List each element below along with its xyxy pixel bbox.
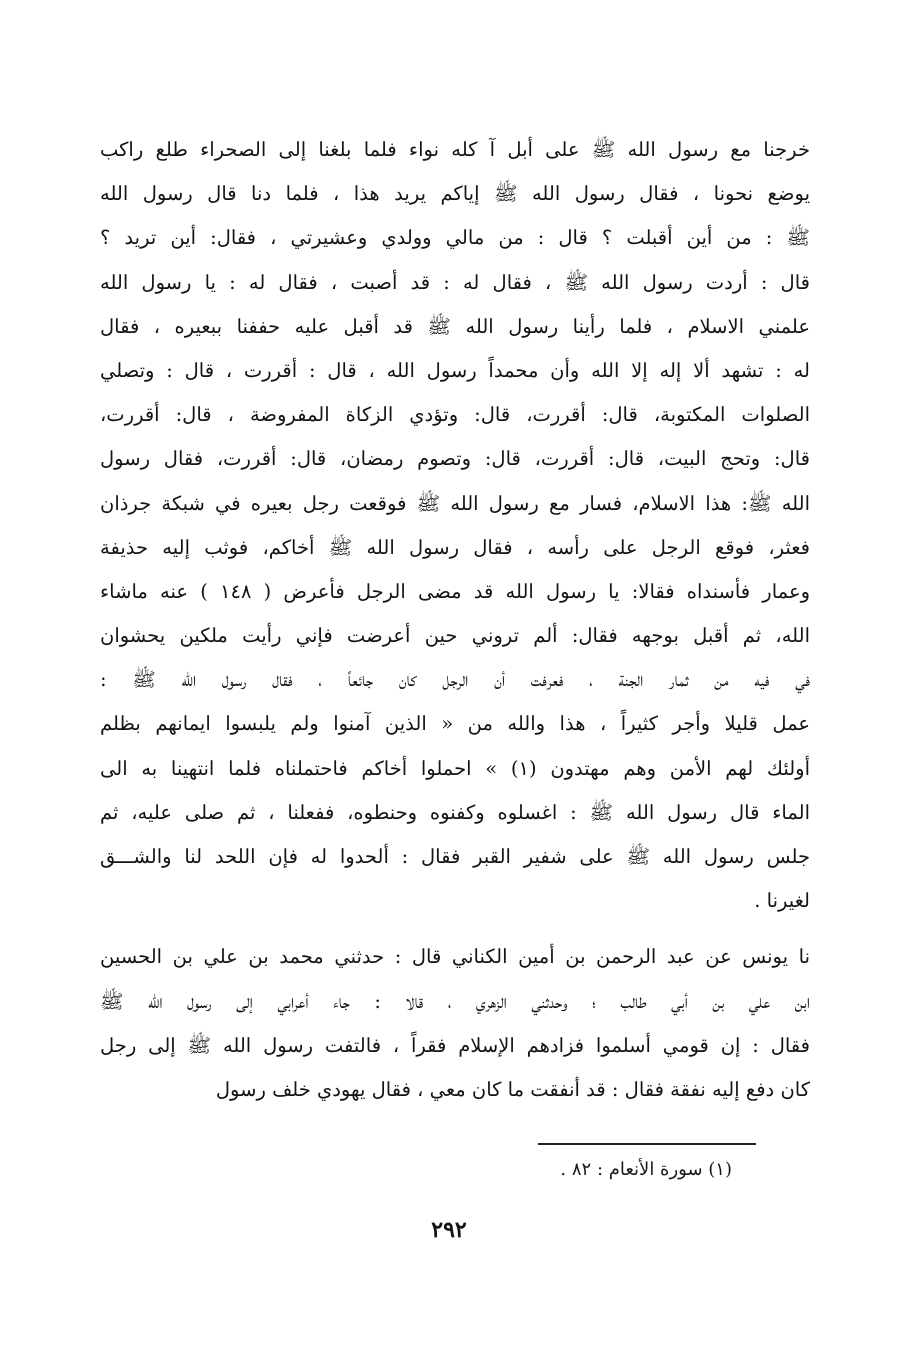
text-line: في فيه من ثمار الجنة ، فعرفت أن الرجل كان جائعاً ، فقال رسول الله ﷺ : bbox=[100, 668, 810, 692]
page-number: ٢٩٢ bbox=[431, 1217, 467, 1243]
text-line: جلس رسول الله ﷺ على شفير القبر فقال : ألحدوا له فإن اللحد لنا والشـــق bbox=[100, 845, 810, 868]
text-line: يوضع نحونا ، فقال رسول الله ﷺ إياكم يريد هذا ، فلما دنا قال رسول الله bbox=[100, 182, 810, 206]
text-line: له : تشهد ألا إله إلا الله وأن محمداً رسول الله ، قال : أقررت ، قال : وتصلي bbox=[100, 358, 810, 382]
text-line: نا يونس عن عبد الرحمن بن أمين الكناني قال : حدثني محمد بن علي بن الحسين bbox=[100, 945, 810, 969]
text-line: كان دفع إليه نفقة فقال : قد أنفقت ما كان معي ، فقال يهودي خلف رسول bbox=[215, 1077, 810, 1101]
text-line: فعثر، فوقع الرجل على رأسه ، فقال رسول الله ﷺ أخاكم، فوثب إليه حذيفة bbox=[100, 535, 810, 559]
main-text bbox=[100, 128, 810, 1112]
text-line: الماء قال رسول الله ﷺ : اغسلوه وكفنوه وحنطوه، ففعلنا ، ثم صلى عليه، ثم bbox=[100, 800, 810, 824]
footnote-divider bbox=[538, 1143, 756, 1145]
text-line: قال : أردت رسول الله ﷺ ، فقال له : قد أصبت ، فقال له : يا رسول الله bbox=[100, 270, 810, 294]
text-line: الله ﷺ: هذا الاسلام، فسار مع رسول الله ﷺ فوقعت رجل بعيره في شبكة جرذان bbox=[100, 491, 810, 515]
footnote: (١) سورة الأنعام : ٨٢ . bbox=[560, 1159, 732, 1180]
paragraph-gap bbox=[100, 923, 810, 935]
text-line: علمني الاسلام ، فلما رأينا رسول الله ﷺ قد أقبل عليه حففنا ببعيره ، فقال bbox=[100, 314, 810, 338]
text-line: عمل قليلا وأجر كثيراً ، هذا والله من « الذين آمنوا ولم يلبسوا ايمانهم بظلم bbox=[100, 712, 810, 736]
paragraph bbox=[100, 935, 810, 1112]
text-line: فقال : إن قومي أسلموا فزادهم الإسلام فقراً ، فالتفت رسول الله ﷺ إلى رجل bbox=[100, 1033, 810, 1057]
text-line: الله، ثم أقبل بوجهه فقال: ألم تروني حين أعرضت فإني رأيت ملكين يحشوان bbox=[100, 624, 810, 648]
paragraph bbox=[100, 128, 810, 923]
text-line: لغيرنا . bbox=[754, 889, 810, 913]
text-line: ﷺ : من أين أقبلت ؟ قال : من مالي وولدي وعشيرتي ، فقال: أين تريد ؟ bbox=[100, 226, 810, 250]
text-line: وعمار فأسنداه فقالا: يا رسول الله قد مضى الرجل فأعرض ( ١٤٨ ) عنه ماشاء bbox=[100, 579, 810, 603]
text-line: الصلوات المكتوبة، قال: أقررت، قال: وتؤدي الزكاة المفروضة ، قال: أقررت، bbox=[100, 403, 810, 427]
text-line: قال: وتحج البيت، قال: أقررت، قال: وتصوم رمضان، قال: أقررت، فقال رسول bbox=[100, 447, 810, 471]
text-line: أولئك لهم الأمن وهم مهتدون (١) » احملوا أخاكم فاحتملناه فلما انتهينا به الى bbox=[100, 756, 810, 780]
text-line: خرجنا مع رسول الله ﷺ على أبل آ كله نواء فلما بلغنا إلى الصحراء طلع راكب bbox=[100, 138, 810, 161]
text-line: ابن علي بن أبي طالب ؛ وحدثني الزهري ، قالا : جاء أعرابي إلى رسول الله ﷺ bbox=[100, 989, 810, 1013]
